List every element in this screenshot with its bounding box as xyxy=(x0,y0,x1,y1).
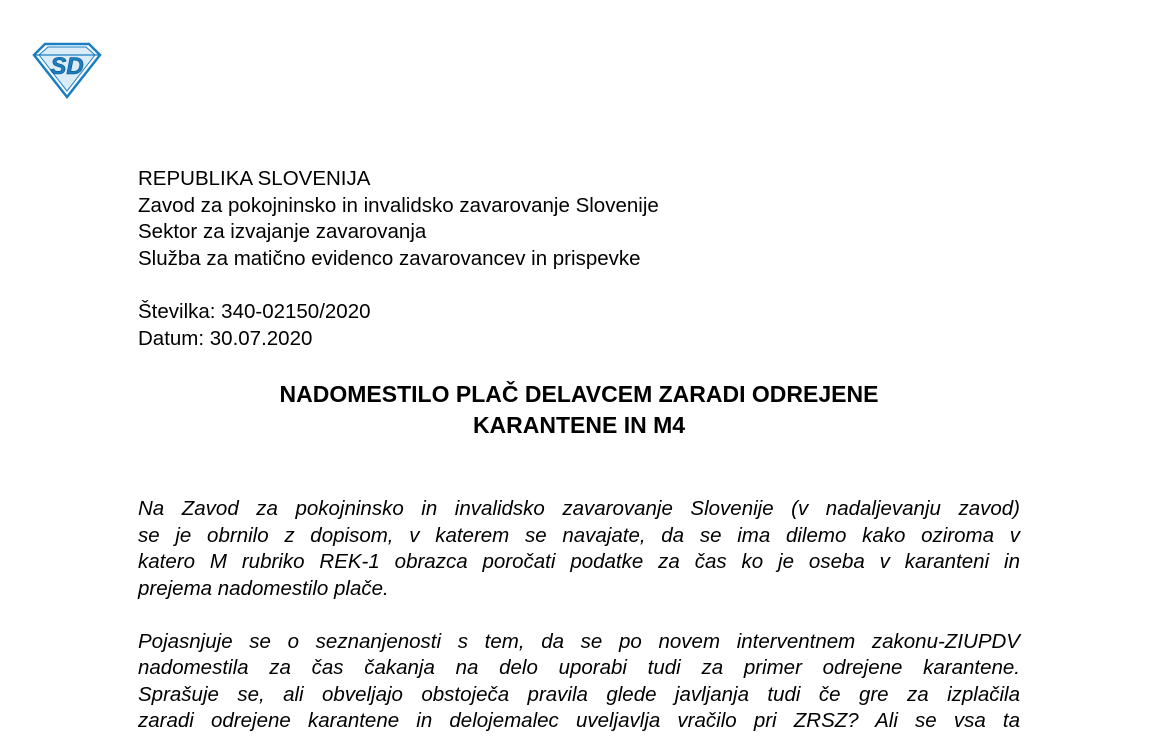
paragraph-spacer xyxy=(138,602,1020,629)
document-date: Datum: 30.07.2020 xyxy=(138,327,313,350)
logo-text: SD xyxy=(50,53,84,80)
diamond-logo-icon xyxy=(31,41,103,99)
title-line-2: KARANTENE IN M4 xyxy=(472,412,686,438)
institution-header xyxy=(138,166,659,272)
paragraph-line: prejema nadomestilo plače. xyxy=(138,576,389,600)
header-line-service: Služba za matično evidenco zavarovancev in prispevke xyxy=(138,246,641,270)
paragraph-line: Pojasnjuje se o seznanjenosti s tem, da se po novem interventnem zakonu-ZIUPDV xyxy=(138,629,1020,653)
paragraph-line: katero M rubriko REK-1 obrazca poročati podatke za čas ko je oseba v karanteni in xyxy=(138,550,1020,573)
header-line-sector: Sektor za izvajanje zavarovanja xyxy=(138,220,427,243)
paragraph-line: zaradi odrejene karantene in delojemalec uveljavlja vračilo pri ZRSZ? Ali se vsa ta xyxy=(138,709,1020,732)
document-meta xyxy=(138,298,371,352)
title-line-1: NADOMESTILO PLAČ DELAVCEM ZARADI ODREJENE xyxy=(279,381,879,407)
paragraph-line: nadomestila za čas čakanja na delo uporabi tudi za primer odrejene karantene. xyxy=(138,656,1020,679)
header-line-institute: Zavod za pokojninsko in invalidsko zavarovanje Slovenije xyxy=(138,193,659,217)
paragraph-line: se je obrnilo z dopisom, v katerem se navajate, da se ima dilemo kako oziroma v xyxy=(138,523,1020,547)
paragraph-line: Sprašuje se, ali obveljajo obstoječa pravila glede javljanja tudi če gre za izplačila xyxy=(138,682,1020,706)
logo xyxy=(31,41,103,99)
document-title xyxy=(138,379,1020,441)
paragraph-1 xyxy=(138,496,1020,602)
paragraph-line: Na Zavod za pokojninsko in invalidsko zavarovanje Slovenije (v nadaljevanju zavod) xyxy=(138,497,1020,520)
document-body xyxy=(138,496,1020,735)
paragraph-2 xyxy=(138,629,1020,735)
header-line-country: REPUBLIKA SLOVENIJA xyxy=(138,167,371,190)
document-number: Številka: 340-02150/2020 xyxy=(138,300,371,323)
